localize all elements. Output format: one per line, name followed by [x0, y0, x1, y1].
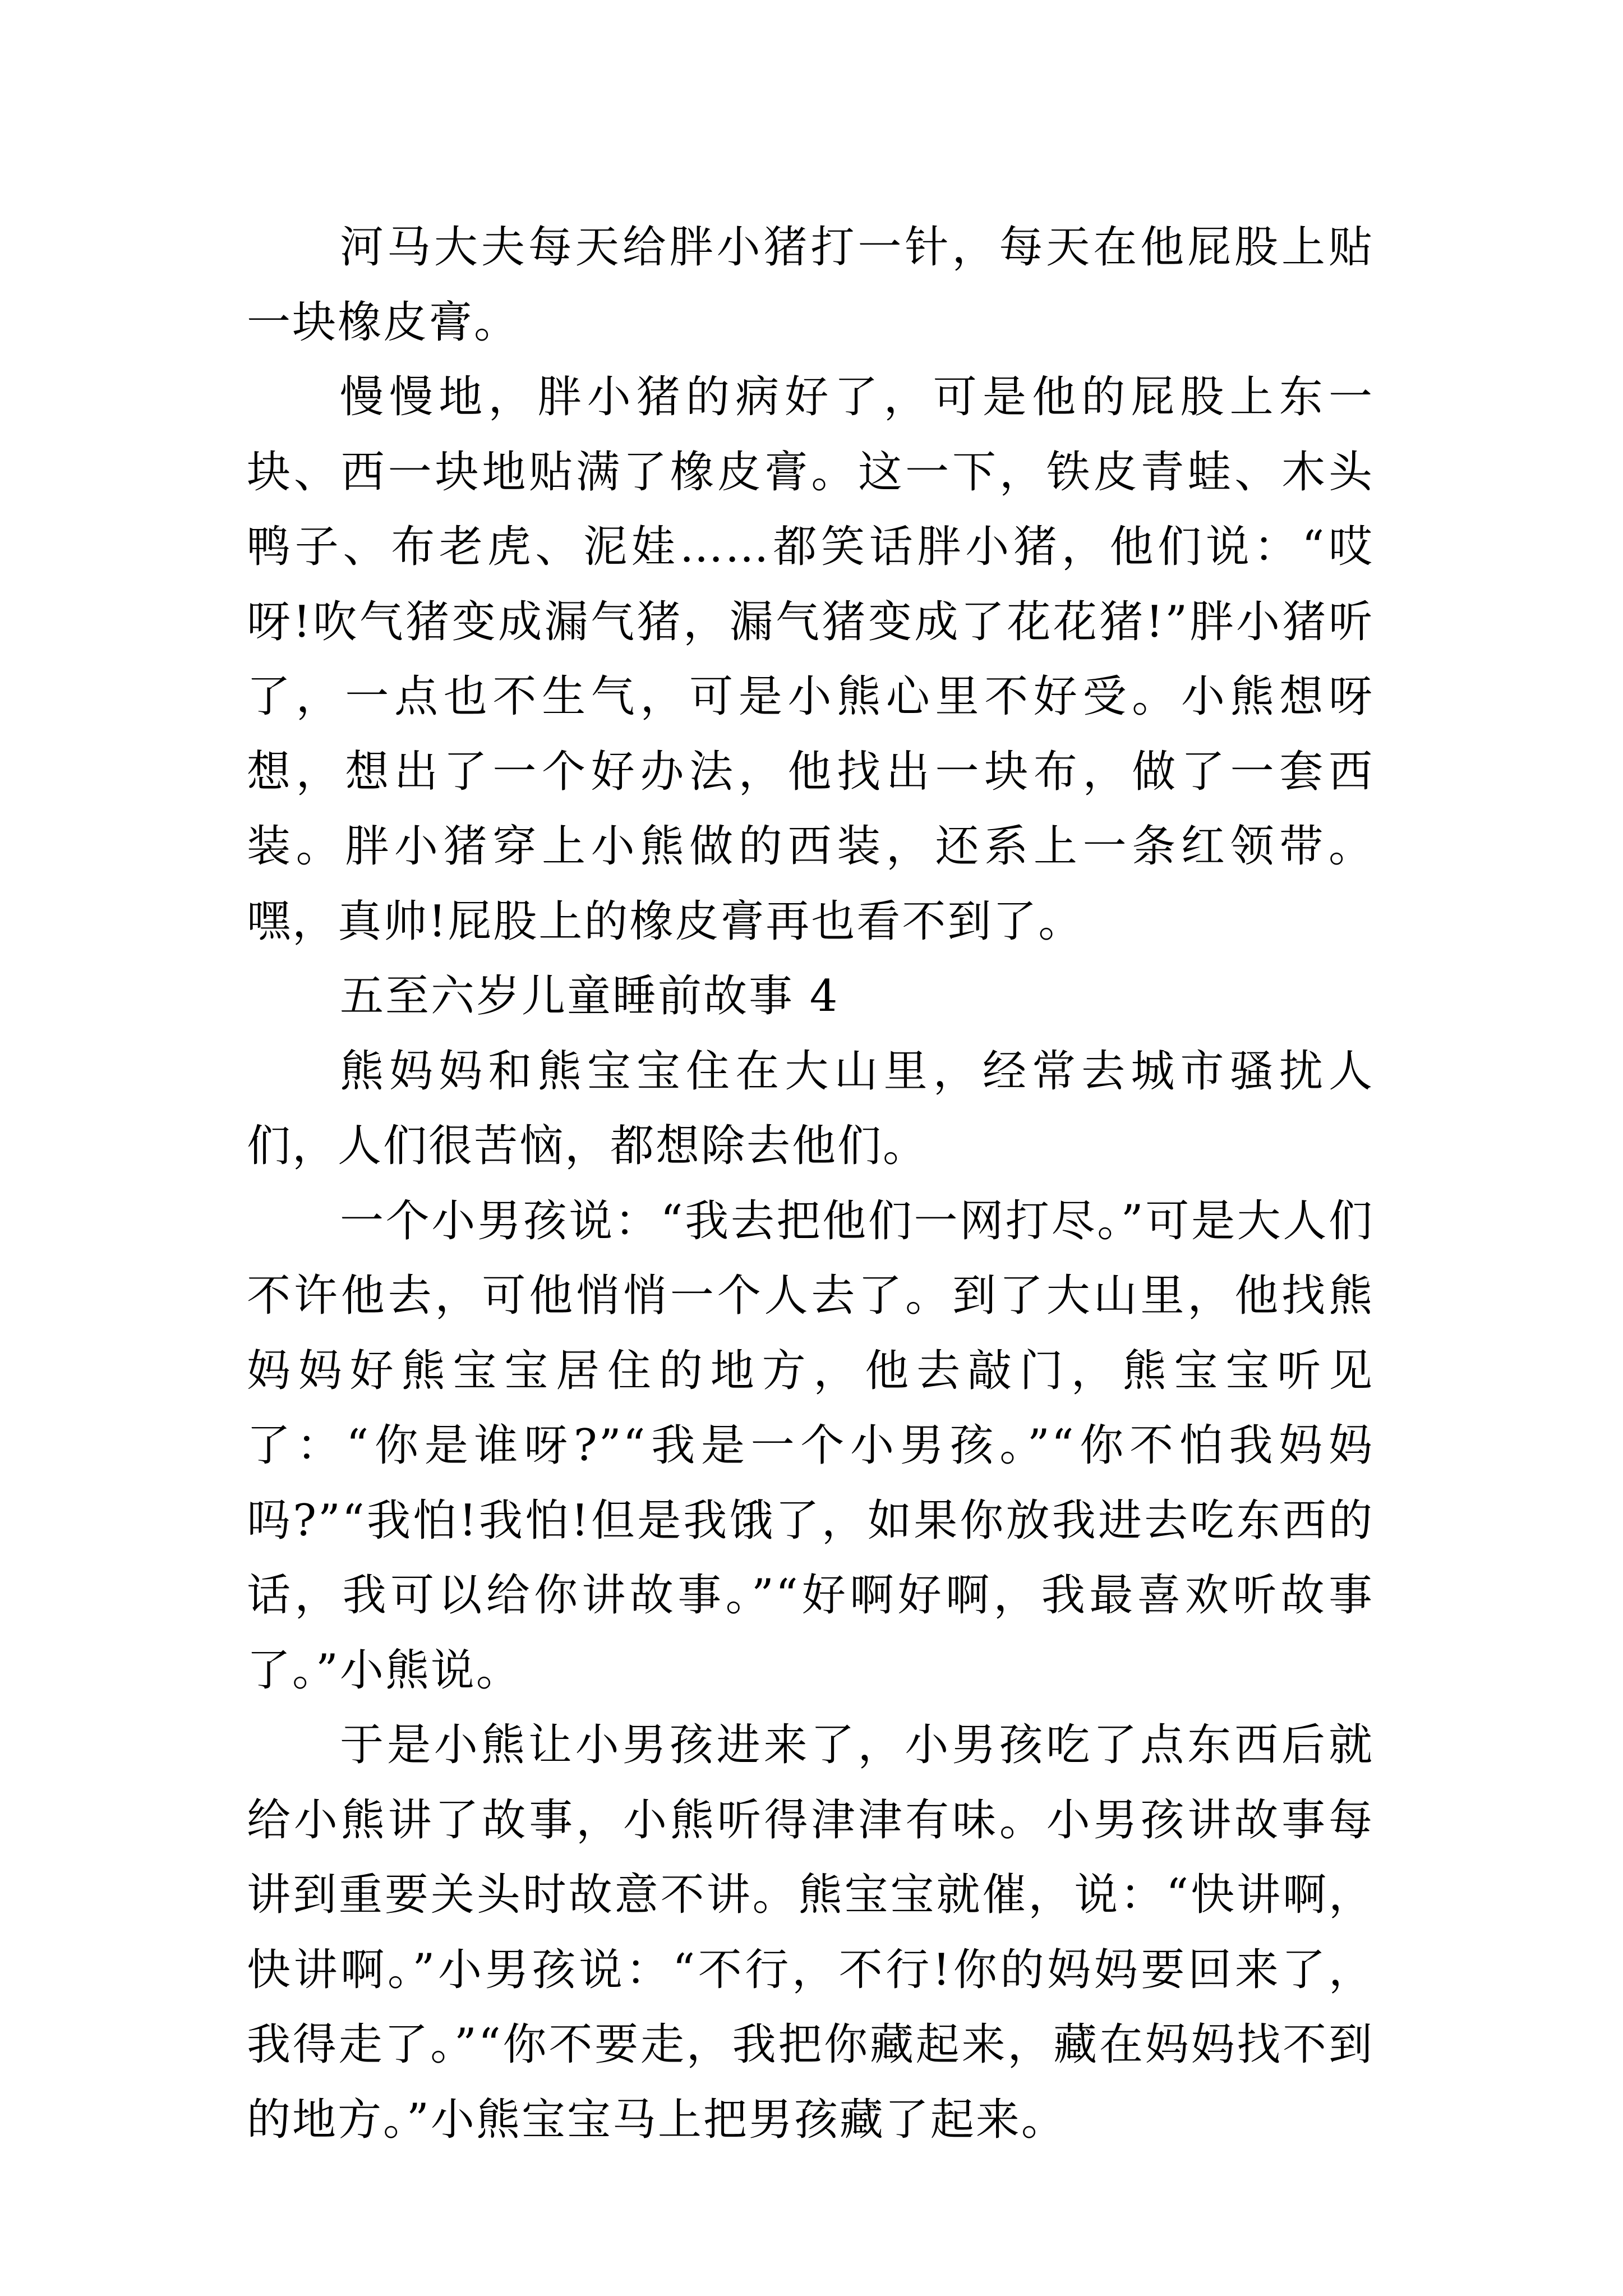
paragraph: 河马大夫每天给胖小猪打一针，每天在他屁股上贴一块橡皮膏。: [247, 222, 1374, 348]
document-body: [247, 210, 1374, 2157]
section-title: 五至六岁儿童睡前故事 4: [340, 971, 840, 1022]
paragraph: 于是小熊让小男孩进来了，小男孩吃了点东西后就给小熊讲了故事，小熊听得津津有味。小男孩讲故事每讲到重要关头时故意不讲。熊宝宝就催，说：“快讲啊，快讲啊。”小男孩说：“不行，不行!你的妈妈要回来了，我得走了。”“你不要走，我把你藏起来，藏在妈妈找不到的地方。”小熊宝宝马上把男孩藏了起来。: [247, 1720, 1374, 2145]
paragraph: 慢慢地，胖小猪的病好了，可是他的屁股上东一块、西一块地贴满了橡皮膏。这一下，铁皮青蛙、木头鸭子、布老虎、泥娃……都笑话胖小猪，他们说：“哎呀!吹气猪变成漏气猪，漏气猪变成了花花猪!”胖小猪听了，一点也不生气，可是小熊心里不好受。小熊想呀想，想出了一个好办法，他找出一块布，做了一套西装。胖小猪穿上小熊做的西装，还系上一条红领带。嘿，真帅!屁股上的橡皮膏再也看不到了。: [247, 372, 1374, 947]
paragraph: 熊妈妈和熊宝宝住在大山里，经常去城市骚扰人们，人们很苦恼，都想除去他们。: [247, 1046, 1374, 1171]
paragraph: 一个小男孩说：“我去把他们一网打尽。”可是大人们不许他去，可他悄悄一个人去了。到了大山里，他找熊妈妈好熊宝宝居住的地方，他去敲门，熊宝宝听见了：“你是谁呀?”“我是一个小男孩。”“你不怕我妈妈吗?”“我怕!我怕!但是我饿了，如果你放我进去吃东西的话，我可以给你讲故事。”“好啊好啊，我最喜欢听故事了。”小熊说。: [247, 1195, 1374, 1696]
